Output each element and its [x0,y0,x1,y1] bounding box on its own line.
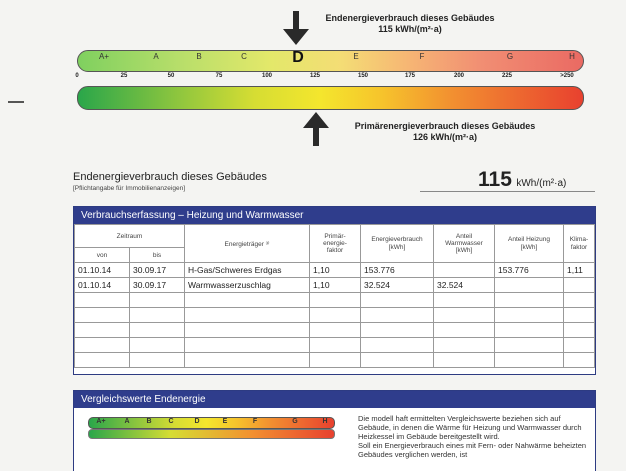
mini-letter-b: B [146,418,152,425]
end-energy-caption-title: Endenergieverbrauch dieses Gebäudes [325,13,495,23]
tick-225: 225 [501,73,513,79]
cell-klima [564,278,595,293]
tick-200: 200 [453,73,465,79]
comparison-text [358,414,590,459]
cell-bis: 30.09.17 [130,263,185,278]
col-zeitraum: Zeitraum [75,225,185,248]
scale-letter-b: B [196,52,202,61]
mini-letter-aplus: A+ [96,418,106,425]
col-bis: bis [130,248,185,263]
scale-letter-aplus: A+ [98,52,110,61]
primary-energy-caption-value: 126 kWh/(m²·a) [412,132,477,142]
table-row-empty [75,338,595,353]
mini-letter-a: A [124,418,130,425]
cell-von: 01.10.14 [75,263,130,278]
energy-gradient-bar [77,86,584,110]
cell-heizung: 153.776 [495,263,564,278]
consumption-panel [73,206,596,375]
energy-scale-ticks [77,73,582,83]
scale-letter-h: H [569,52,575,61]
tick-75: 75 [215,73,223,79]
comparison-panel-heading: Vergleichswerte Endenergie [74,391,595,408]
col-primaerfaktor: Primär- energie- faktor [310,225,361,263]
table-row [75,263,595,278]
section-subtitle: [Pflichtangabe für Immobilienanzeigen] [73,185,186,192]
table-row-empty [75,308,595,323]
end-energy-caption-value: 115 kWh/(m²·a) [378,24,442,34]
mini-letter-f: F [252,418,258,425]
table-row-empty [75,353,595,368]
cell-bis: 30.09.17 [130,278,185,293]
energy-scale-letters [77,50,584,72]
mini-letter-d: D [194,418,200,425]
table-row-empty [75,323,595,338]
col-energieverbrauch: Energieverbrauch [kWh] [361,225,434,263]
cell-klima: 1,11 [564,263,595,278]
primary-energy-caption [330,121,560,143]
comparison-paragraph-1: Die modell haft ermittelten Vergleichswerte beziehen sich auf Gebäude, in denen die Wärme für Heizung und Warmwasser durch Heizkessel im Gebäude bereitgestellt wird. [358,414,582,441]
section-title: Endenergieverbrauch dieses Gebäudes [73,171,267,183]
mini-letter-c: C [168,418,174,425]
cell-verbrauch: 32.524 [361,278,434,293]
end-energy-arrow-icon [283,11,309,45]
tick-25: 25 [120,73,128,79]
col-anteil-warmwasser: Anteil Warmwasser [kWh] [434,225,495,263]
mini-letter-e: E [222,418,228,425]
cell-faktor: 1,10 [310,278,361,293]
comparison-scale-letters [88,417,335,429]
mini-letter-g: G [292,418,298,425]
scale-letter-a: A [153,52,159,61]
end-energy-unit: kWh/(m²·a) [516,178,567,189]
col-von: von [75,248,130,263]
end-energy-number: 115 [478,168,512,191]
tick-150: 150 [357,73,369,79]
tick-125: 125 [309,73,321,79]
primary-energy-arrow-icon [303,112,329,146]
tick-175: 175 [404,73,416,79]
cell-warmwasser [434,263,495,278]
cell-warmwasser: 32.524 [434,278,495,293]
mini-letter-h: H [322,418,328,425]
divider-mark [8,101,24,103]
primary-energy-caption-title: Primärenergieverbrauch dieses Gebäudes [354,121,536,131]
cell-faktor: 1,10 [310,263,361,278]
col-klimafaktor: Klima- faktor [564,225,595,263]
comparison-paragraph-2: Soll ein Energieverbrauch eines mit Fern- oder Nahwärme beheizten Gebäudes verglichen werden, ist [358,441,587,459]
scale-letter-c: C [241,52,247,61]
comparison-gradient-bar [88,429,335,439]
tick-0: 0 [75,73,79,79]
table-row-empty [75,293,595,308]
scale-letter-g: G [506,52,514,61]
cell-heizung [495,278,564,293]
cell-traeger: H-Gas/Schweres Erdgas [185,263,310,278]
col-energietraeger: Energieträger ³⁾ [185,225,310,263]
consumption-panel-heading: Verbrauchserfassung – Heizung und Warmwasser [74,207,595,224]
end-energy-value [478,168,566,192]
tick-50: 50 [167,73,175,79]
table-row [75,278,595,293]
scale-letter-e: E [353,52,359,61]
cell-verbrauch: 153.776 [361,263,434,278]
cell-von: 01.10.14 [75,278,130,293]
cell-traeger: Warmwasserzuschlag [185,278,310,293]
scale-letter-d: D [292,50,304,66]
tick-250: >250 [560,73,574,79]
scale-letter-f: F [419,52,425,61]
col-anteil-heizung: Anteil Heizung [kWh] [495,225,564,263]
consumption-table [74,224,595,368]
value-underline [420,191,595,192]
end-energy-caption [300,13,520,35]
tick-100: 100 [261,73,273,79]
